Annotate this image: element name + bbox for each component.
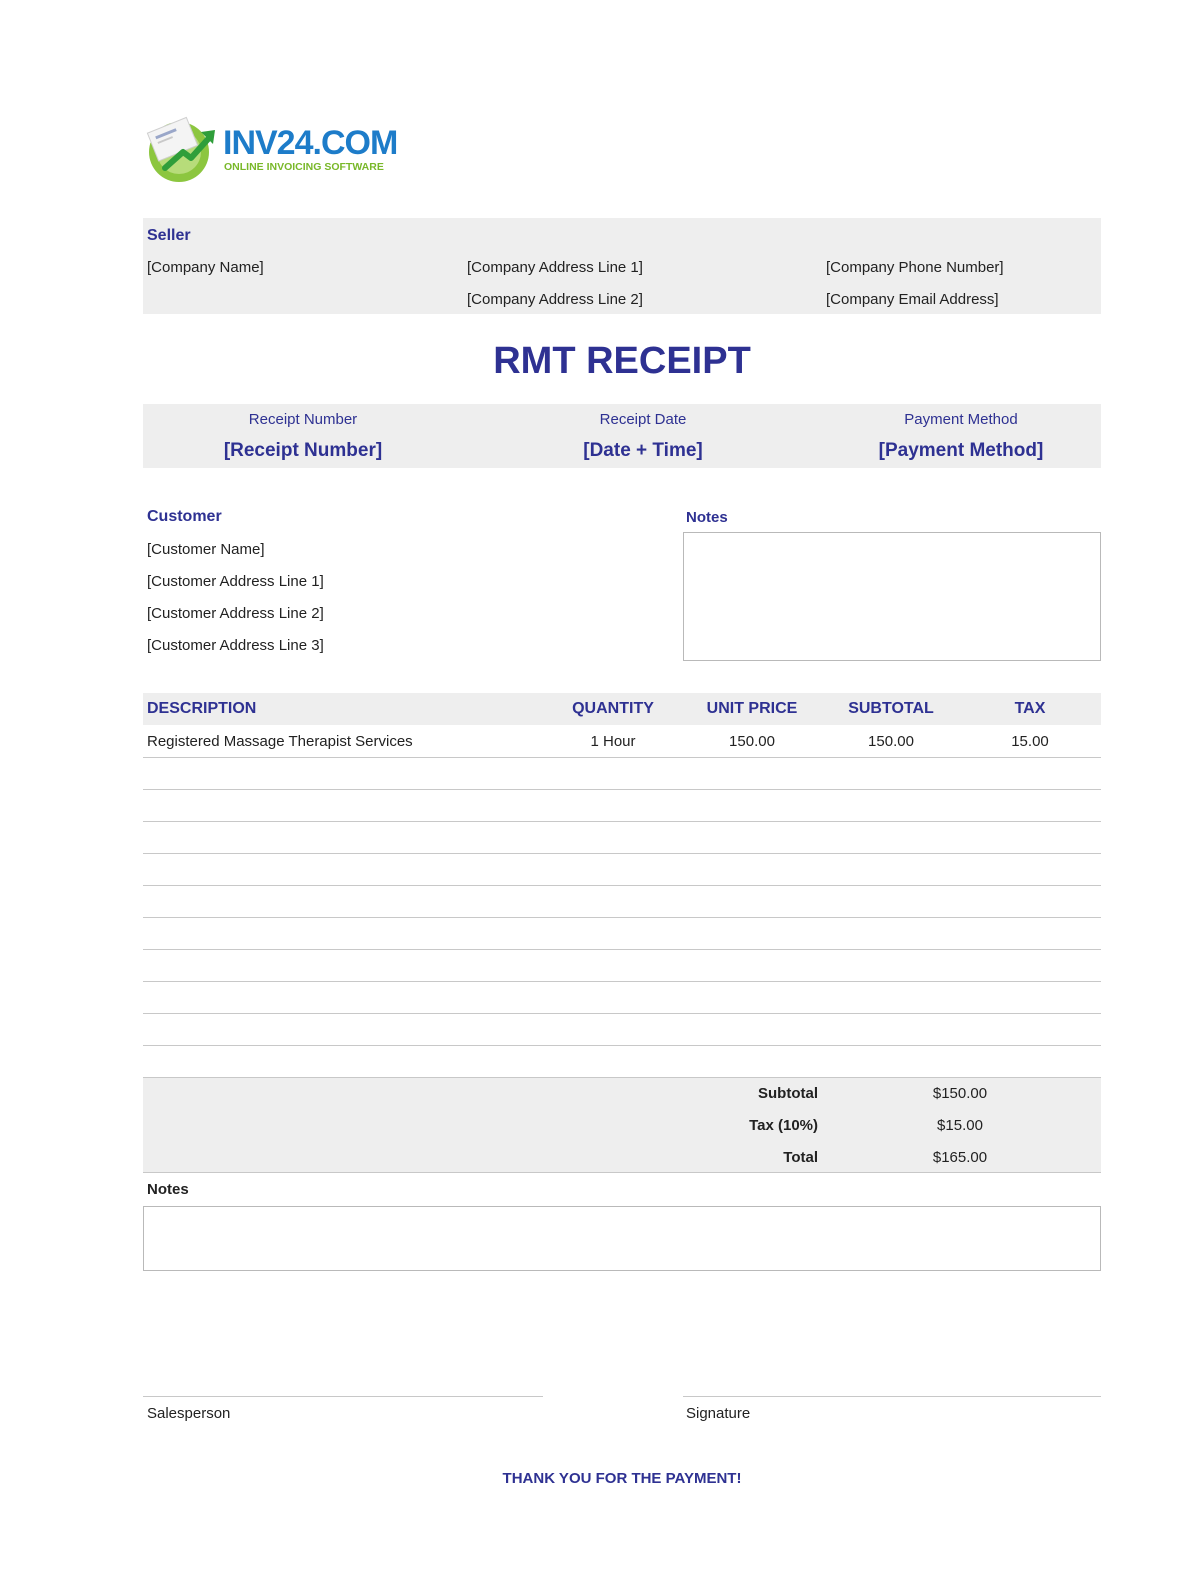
thank-you-message: THANK YOU FOR THE PAYMENT! — [502, 1470, 742, 1487]
table-row-divider — [143, 981, 1101, 982]
total-value: $165.00 — [932, 1149, 988, 1166]
salesperson-label: Salesperson — [147, 1405, 231, 1422]
seller-address-line-2: [Company Address Line 2] — [467, 291, 643, 308]
seller-email: [Company Email Address] — [826, 291, 999, 308]
col-subtotal-header: SUBTOTAL — [848, 700, 934, 717]
payment-method-label: Payment Method — [904, 411, 1018, 428]
logo-emblem-icon — [143, 112, 223, 184]
payment-method-value: [Payment Method] — [878, 440, 1044, 461]
seller-company-name: [Company Name] — [147, 259, 264, 276]
salesperson-line — [143, 1396, 543, 1397]
logo-name: INV24.COM — [223, 124, 398, 162]
signature-line — [683, 1396, 1101, 1397]
table-row-divider — [143, 1013, 1101, 1014]
table-row-divider — [143, 789, 1101, 790]
row-tax: 15.00 — [1011, 733, 1049, 750]
row-unit-price: 150.00 — [729, 733, 775, 750]
col-description-header: DESCRIPTION — [147, 700, 257, 717]
tax-label: Tax (10%) — [749, 1117, 818, 1134]
receipt-date-label: Receipt Date — [599, 411, 687, 428]
row-quantity: 1 Hour — [590, 733, 636, 750]
receipt-date-value: [Date + Time] — [583, 440, 703, 461]
receipt-number-label: Receipt Number — [248, 411, 358, 428]
customer-address-line-2: [Customer Address Line 2] — [147, 605, 324, 622]
table-row-divider — [143, 917, 1101, 918]
col-quantity-header: QUANTITY — [572, 700, 654, 717]
table-row-divider — [143, 821, 1101, 822]
seller-phone: [Company Phone Number] — [826, 259, 1004, 276]
row-description: Registered Massage Therapist Services — [147, 733, 413, 750]
notes-top-box[interactable] — [683, 532, 1101, 661]
row-subtotal: 150.00 — [868, 733, 914, 750]
total-label: Total — [783, 1149, 818, 1166]
table-row-divider — [143, 1045, 1101, 1046]
table-row-divider — [143, 853, 1101, 854]
notes-top-label: Notes — [686, 509, 728, 526]
seller-label: Seller — [147, 227, 191, 244]
table-row-divider — [143, 885, 1101, 886]
tax-value: $15.00 — [937, 1117, 983, 1134]
col-unit-price-header: UNIT PRICE — [706, 700, 798, 717]
receipt-number-value: [Receipt Number] — [223, 440, 383, 461]
signature-label: Signature — [686, 1405, 751, 1422]
subtotal-label: Subtotal — [758, 1085, 818, 1102]
page-title: RMT RECEIPT — [493, 340, 751, 382]
customer-label: Customer — [147, 508, 222, 525]
notes-bottom-box[interactable] — [143, 1206, 1101, 1271]
customer-name: [Customer Name] — [147, 541, 265, 558]
customer-address-line-1: [Customer Address Line 1] — [147, 573, 324, 590]
subtotal-value: $150.00 — [932, 1085, 988, 1102]
customer-address-line-3: [Customer Address Line 3] — [147, 637, 324, 654]
seller-address-line-1: [Company Address Line 1] — [467, 259, 643, 276]
col-tax-header: TAX — [1014, 700, 1046, 717]
notes-bottom-label: Notes — [147, 1181, 189, 1198]
logo-tagline: ONLINE INVOICING SOFTWARE — [224, 161, 384, 173]
table-row-divider — [143, 949, 1101, 950]
table-row-divider — [143, 757, 1101, 758]
